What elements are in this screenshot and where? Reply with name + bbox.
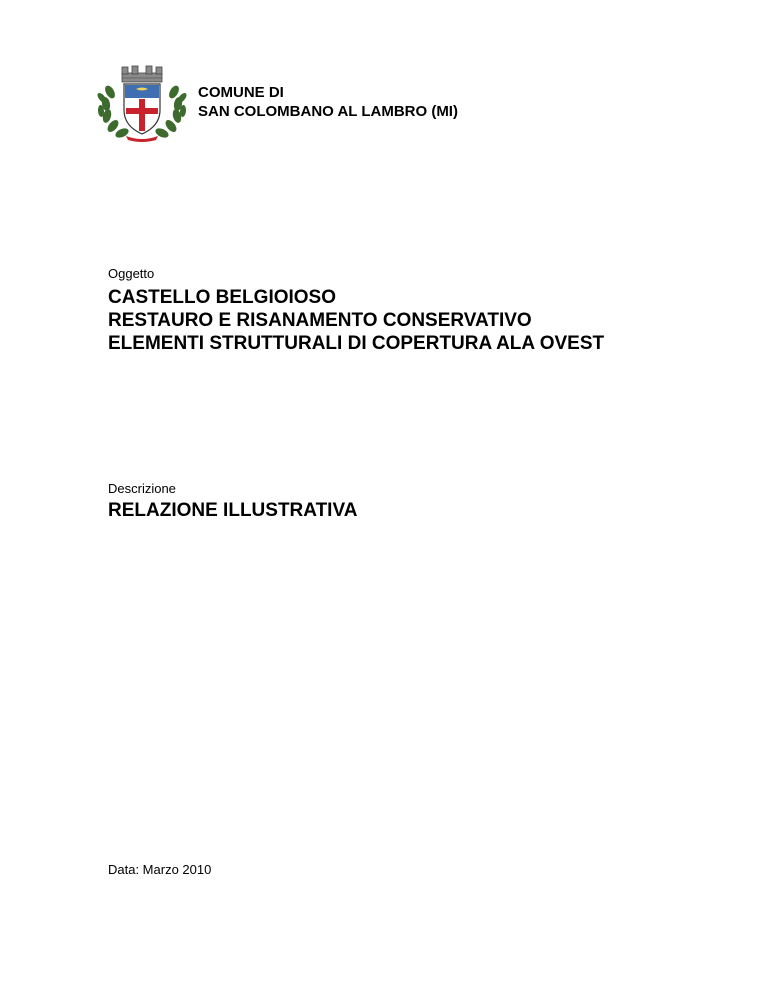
cross-horizontal (126, 108, 158, 114)
shield-icon (124, 84, 160, 134)
subject-title-line-2: RESTAURO E RISANAMENTO CONSERVATIVO (108, 310, 532, 331)
municipal-coat-of-arms-icon (96, 64, 188, 142)
description-title: RELAZIONE ILLUSTRATIVA (108, 500, 358, 521)
cross-vertical (139, 99, 145, 131)
subject-label: Oggetto (108, 266, 155, 281)
municipality-line-2: SAN COLOMBANO AL LAMBRO (MI) (198, 103, 458, 120)
subject-title-line-3: ELEMENTI STRUTTURALI DI COPERTURA ALA OVEST (108, 333, 605, 354)
subject-title (108, 286, 604, 355)
document-date: Data: Marzo 2010 (108, 862, 212, 877)
subject-title-line-1: CASTELLO BELGIOIOSO (108, 287, 337, 308)
crown-icon (122, 66, 162, 82)
municipality-header (198, 83, 458, 121)
description-label: Descrizione (108, 481, 176, 496)
ribbon (126, 136, 158, 142)
municipality-line-1: COMUNE DI (198, 84, 284, 101)
